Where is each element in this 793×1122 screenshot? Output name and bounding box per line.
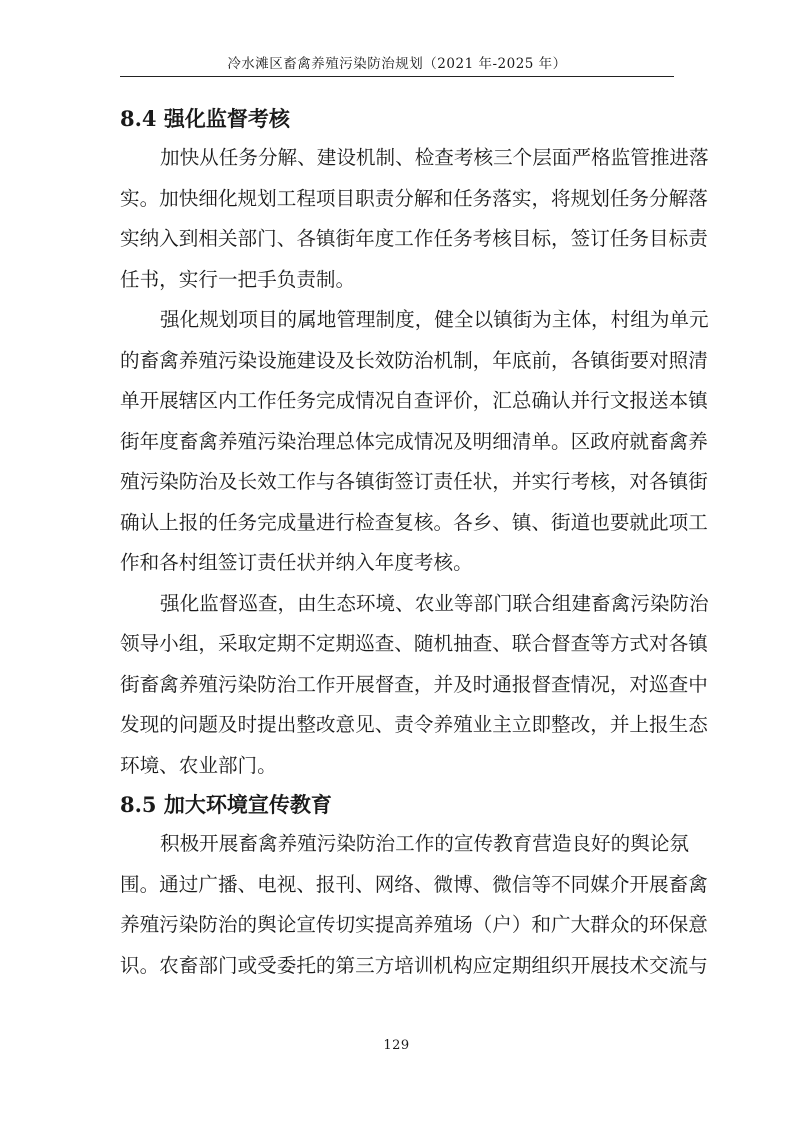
text-line: 识。农畜部门或受委托的第三方培训机构应定期组织开展技术交流与 xyxy=(120,953,708,977)
text-line: 殖污染防治及长效工作与各镇街签订责任状，并实行考核，对各镇街 xyxy=(120,470,708,493)
paragraph xyxy=(120,138,709,300)
text-line: 实。加快细化规划工程项目职责分解和任务落实，将规划任务分解落 xyxy=(120,186,708,210)
text-line: 积极开展畜禽养殖污染防治工作的宣传教育营造良好的舆论氛 xyxy=(160,832,690,855)
text-line: 单开展辖区内工作任务完成情况自查评价，汇总确认并行文报送本镇 xyxy=(120,389,708,412)
text-line: 环境、农业部门。 xyxy=(120,753,277,777)
paragraph xyxy=(120,824,708,986)
text-line: 发现的问题及时提出整改意见、责令养殖业主立即整改，并上报生态 xyxy=(120,713,708,736)
running-header: 冷水滩区畜禽养殖污染防治规划（2021 年-2025 年） xyxy=(227,56,567,72)
text-line: 任书，实行一把手负责制。 xyxy=(120,267,356,291)
section-title-8-5: 8.5 加大环境宣传教育 xyxy=(120,792,332,817)
page-number: 129 xyxy=(383,1038,410,1053)
text-line: 街年度畜禽养殖污染治理总体完成情况及明细清单。区政府就畜禽养 xyxy=(120,429,708,453)
text-line: 强化监督巡查，由生态环境、农业等部门联合组建畜禽污染防治 xyxy=(160,591,709,615)
text-line: 强化规划项目的属地管理制度，健全以镇街为主体，村组为单元 xyxy=(160,308,709,331)
text-line: 养殖污染防治的舆论宣传切实提高养殖场（户）和广大群众的环保意 xyxy=(120,913,708,936)
paragraph xyxy=(120,300,709,584)
text-line: 作和各村组签订责任状并纳入年度考核。 xyxy=(120,551,473,574)
text-line: 加快从任务分解、建设机制、检查考核三个层面严格监管推进落 xyxy=(160,146,709,169)
text-line: 领导小组，采取定期不定期巡查、随机抽查、联合督查等方式对各镇 xyxy=(120,632,708,655)
text-line: 实纳入到相关部门、各镇街年度工作任务考核目标，签订任务目标责 xyxy=(120,227,708,250)
page-content xyxy=(120,100,709,986)
paragraph xyxy=(120,584,709,787)
section-title-8-4: 8.4 强化监督考核 xyxy=(120,106,290,131)
text-line: 确认上报的任务完成量进行检查复核。各乡、镇、街道也要就此项工 xyxy=(120,510,708,534)
header-rule xyxy=(120,76,674,77)
text-line: 的畜禽养殖污染设施建设及长效防治机制，年底前，各镇街要对照清 xyxy=(120,348,708,372)
text-line: 街畜禽养殖污染防治工作开展督查，并及时通报督查情况，对巡查中 xyxy=(120,672,708,696)
text-line: 围。通过广播、电视、报刊、网络、微博、微信等不同媒介开展畜禽 xyxy=(120,872,708,896)
